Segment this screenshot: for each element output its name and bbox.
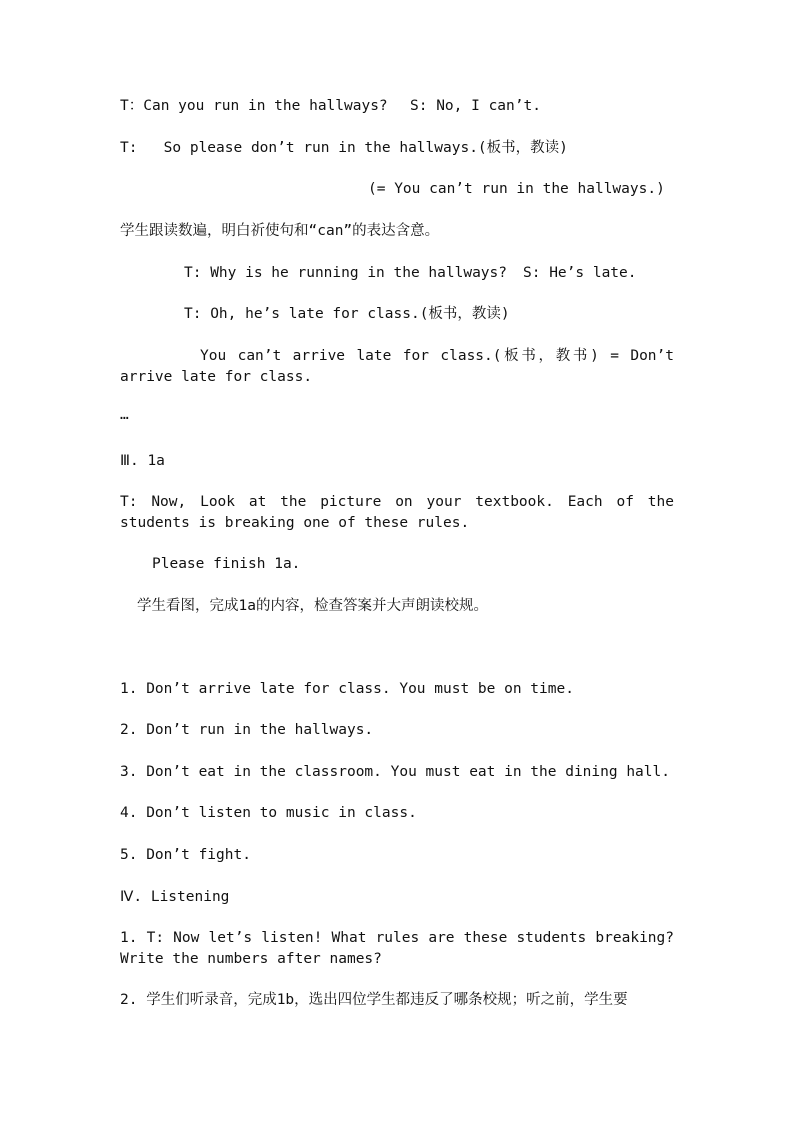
dialogue-2-note: (= You can’t run in the hallways.) bbox=[368, 181, 665, 197]
rule-item: 3. Don’t eat in the classroom. You must eat in the dining hall. bbox=[120, 764, 670, 780]
dialogue-1-teacher: T：Can you run in the hallways? bbox=[120, 98, 388, 114]
section-4-heading: Ⅳ. Listening bbox=[120, 889, 230, 905]
ellipsis: … bbox=[120, 407, 129, 423]
section-3-text: T: Now, Look at the picture on your textbook. Each of the students is breaking one of these rules. bbox=[120, 494, 674, 531]
rule-item: 4. Don’t listen to music in class. bbox=[120, 805, 417, 821]
section-3-task: Please finish 1a. bbox=[152, 556, 301, 572]
dialogue-1-student: S: No, I can’t. bbox=[410, 98, 541, 114]
instruction-1: 学生跟读数遍，明白祈使句和“can”的表达含意。 bbox=[120, 223, 440, 239]
dialogue-4: T: Oh, he’s late for class.(板书，教读) bbox=[184, 306, 510, 322]
listening-1: 1. T: Now let’s listen! What rules are these students breaking? Write the numbers after names? bbox=[120, 930, 674, 967]
dialogue-2: T: So please don’t run in the hallways.(板书，教读) bbox=[120, 140, 568, 156]
dialogue-3-student: S: He’s late. bbox=[523, 265, 637, 281]
listening-2: 2. 学生们听录音，完成1b，选出四位学生都违反了哪条校规；听之前，学生要 bbox=[120, 992, 628, 1008]
section-3-heading: Ⅲ. 1a bbox=[120, 453, 165, 469]
rule-item: 5. Don’t fight. bbox=[120, 847, 251, 863]
instruction-2: 学生看图，完成1a的内容，检查答案并大声朗读校规。 bbox=[137, 598, 488, 614]
rule-item: 2. Don’t run in the hallways. bbox=[120, 722, 374, 738]
dialogue-3-teacher: T: Why is he running in the hallways? bbox=[184, 265, 508, 281]
dialogue-5: You can’t arrive late for class.(板书，教书) = Don’t arrive late for class. bbox=[120, 348, 674, 385]
rule-item: 1. Don’t arrive late for class. You must be on time. bbox=[120, 681, 574, 697]
